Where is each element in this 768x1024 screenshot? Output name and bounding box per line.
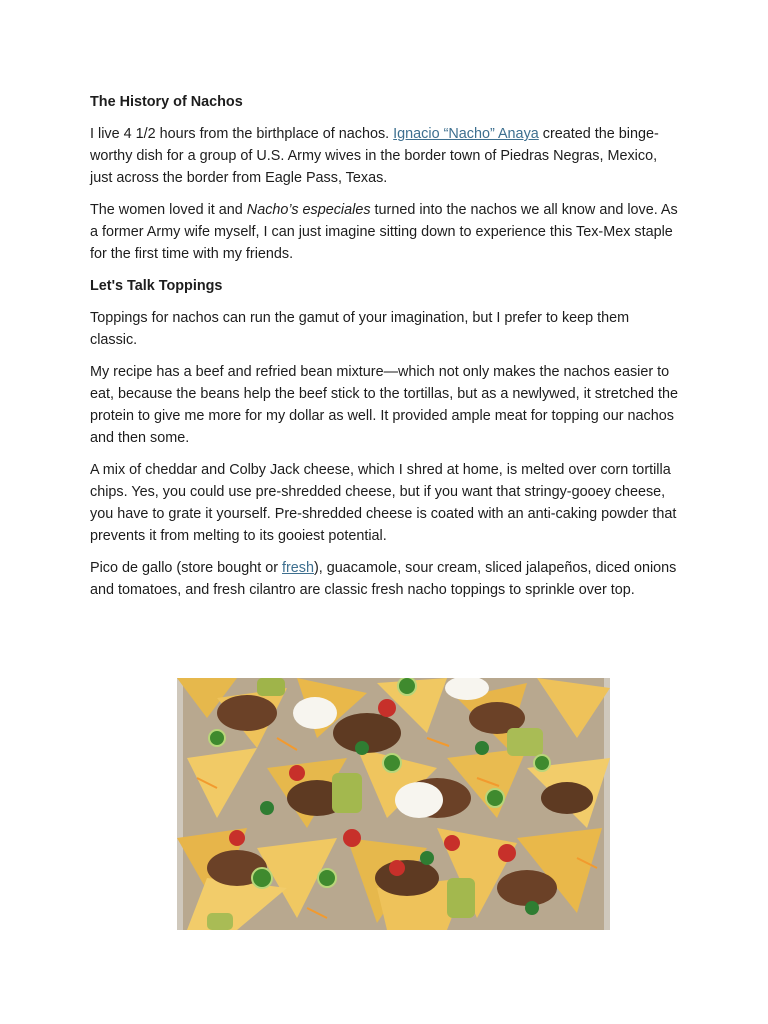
paragraph-text: Pico de gallo (store bought or bbox=[90, 560, 282, 576]
nachos-photo bbox=[177, 678, 610, 930]
beef bbox=[541, 782, 593, 814]
paragraph-birthplace bbox=[90, 123, 680, 189]
paragraph-text: created the binge-worthy dish for a group of U.S. Army wives in the border town of Piedras Negras, Mexico, just across the border from Eagle Pass, Texas. bbox=[90, 126, 659, 186]
avocado bbox=[207, 913, 233, 930]
cilantro bbox=[525, 901, 539, 915]
salsa bbox=[289, 765, 305, 781]
salsa bbox=[444, 835, 460, 851]
jalapeno bbox=[209, 730, 225, 746]
salsa bbox=[229, 830, 245, 846]
beef bbox=[217, 695, 277, 731]
link-ignacio-anaya[interactable]: Ignacio “Nacho” Anaya bbox=[393, 126, 539, 142]
salsa bbox=[498, 844, 516, 862]
beef bbox=[375, 860, 439, 896]
paragraph-fresh-toppings bbox=[90, 557, 680, 601]
jalapeno bbox=[383, 754, 401, 772]
paragraph-text: The women loved it and bbox=[90, 202, 247, 218]
paragraph-cheese: A mix of cheddar and Colby Jack cheese, which I shred at home, is melted over corn tortilla chips. Yes, you could use pre-shredded cheese, but if you want that stringy-gooey cheese, you have to grate it yourself. Pre-shredded cheese is coated with an anti-caking powder that prevents it from melting to its gooiest potential. bbox=[90, 462, 677, 544]
nachos-illustration bbox=[177, 678, 610, 930]
paragraph-toppings-intro: Toppings for nachos can run the gamut of your imagination, but I prefer to keep them classic. bbox=[90, 310, 630, 348]
paragraph-especiales bbox=[90, 199, 680, 265]
jalapeno bbox=[398, 678, 416, 695]
paragraph-beef-beans: My recipe has a beef and refried bean mixture—which not only makes the nachos easier to eat, because the beans help the beef stick to the tortillas, but as a newlywed, it stretched the protein to give me more for my dollar as well. It provided ample meat for topping our nachos and then some. bbox=[90, 364, 678, 446]
avocado bbox=[257, 678, 285, 696]
sour-cream bbox=[293, 697, 337, 729]
jalapeno bbox=[486, 789, 504, 807]
paragraph-text: I live 4 1/2 hours from the birthplace of nachos. bbox=[90, 126, 394, 142]
jalapeno bbox=[252, 868, 272, 888]
italic-dish-name: Nacho’s especiales bbox=[246, 202, 371, 218]
section-heading-history: The History of Nachos bbox=[90, 94, 243, 110]
salsa bbox=[343, 829, 361, 847]
paragraph-text: ), guacamole, sour cream, sliced jalapeños, diced onions and tomatoes, and fresh cilantro are classic fresh nacho toppings to sprinkle over top. bbox=[90, 560, 677, 598]
jalapeno bbox=[318, 869, 336, 887]
section-heading-toppings: Let's Talk Toppings bbox=[90, 278, 223, 294]
avocado bbox=[332, 773, 362, 813]
article-body bbox=[90, 91, 680, 611]
avocado bbox=[447, 878, 475, 918]
paragraph-text: turned into the nachos we all know and love. As a former Army wife myself, I can just imagine sitting down to experience this Tex-Mex staple for the first time with my friends. bbox=[90, 202, 678, 262]
jalapeno bbox=[534, 755, 550, 771]
sour-cream bbox=[395, 782, 443, 818]
link-fresh-pico[interactable]: fresh bbox=[282, 560, 314, 576]
cilantro bbox=[260, 801, 274, 815]
cilantro bbox=[475, 741, 489, 755]
salsa bbox=[389, 860, 405, 876]
beef bbox=[497, 870, 557, 906]
cilantro bbox=[420, 851, 434, 865]
cilantro bbox=[355, 741, 369, 755]
avocado bbox=[507, 728, 543, 756]
salsa bbox=[378, 699, 396, 717]
